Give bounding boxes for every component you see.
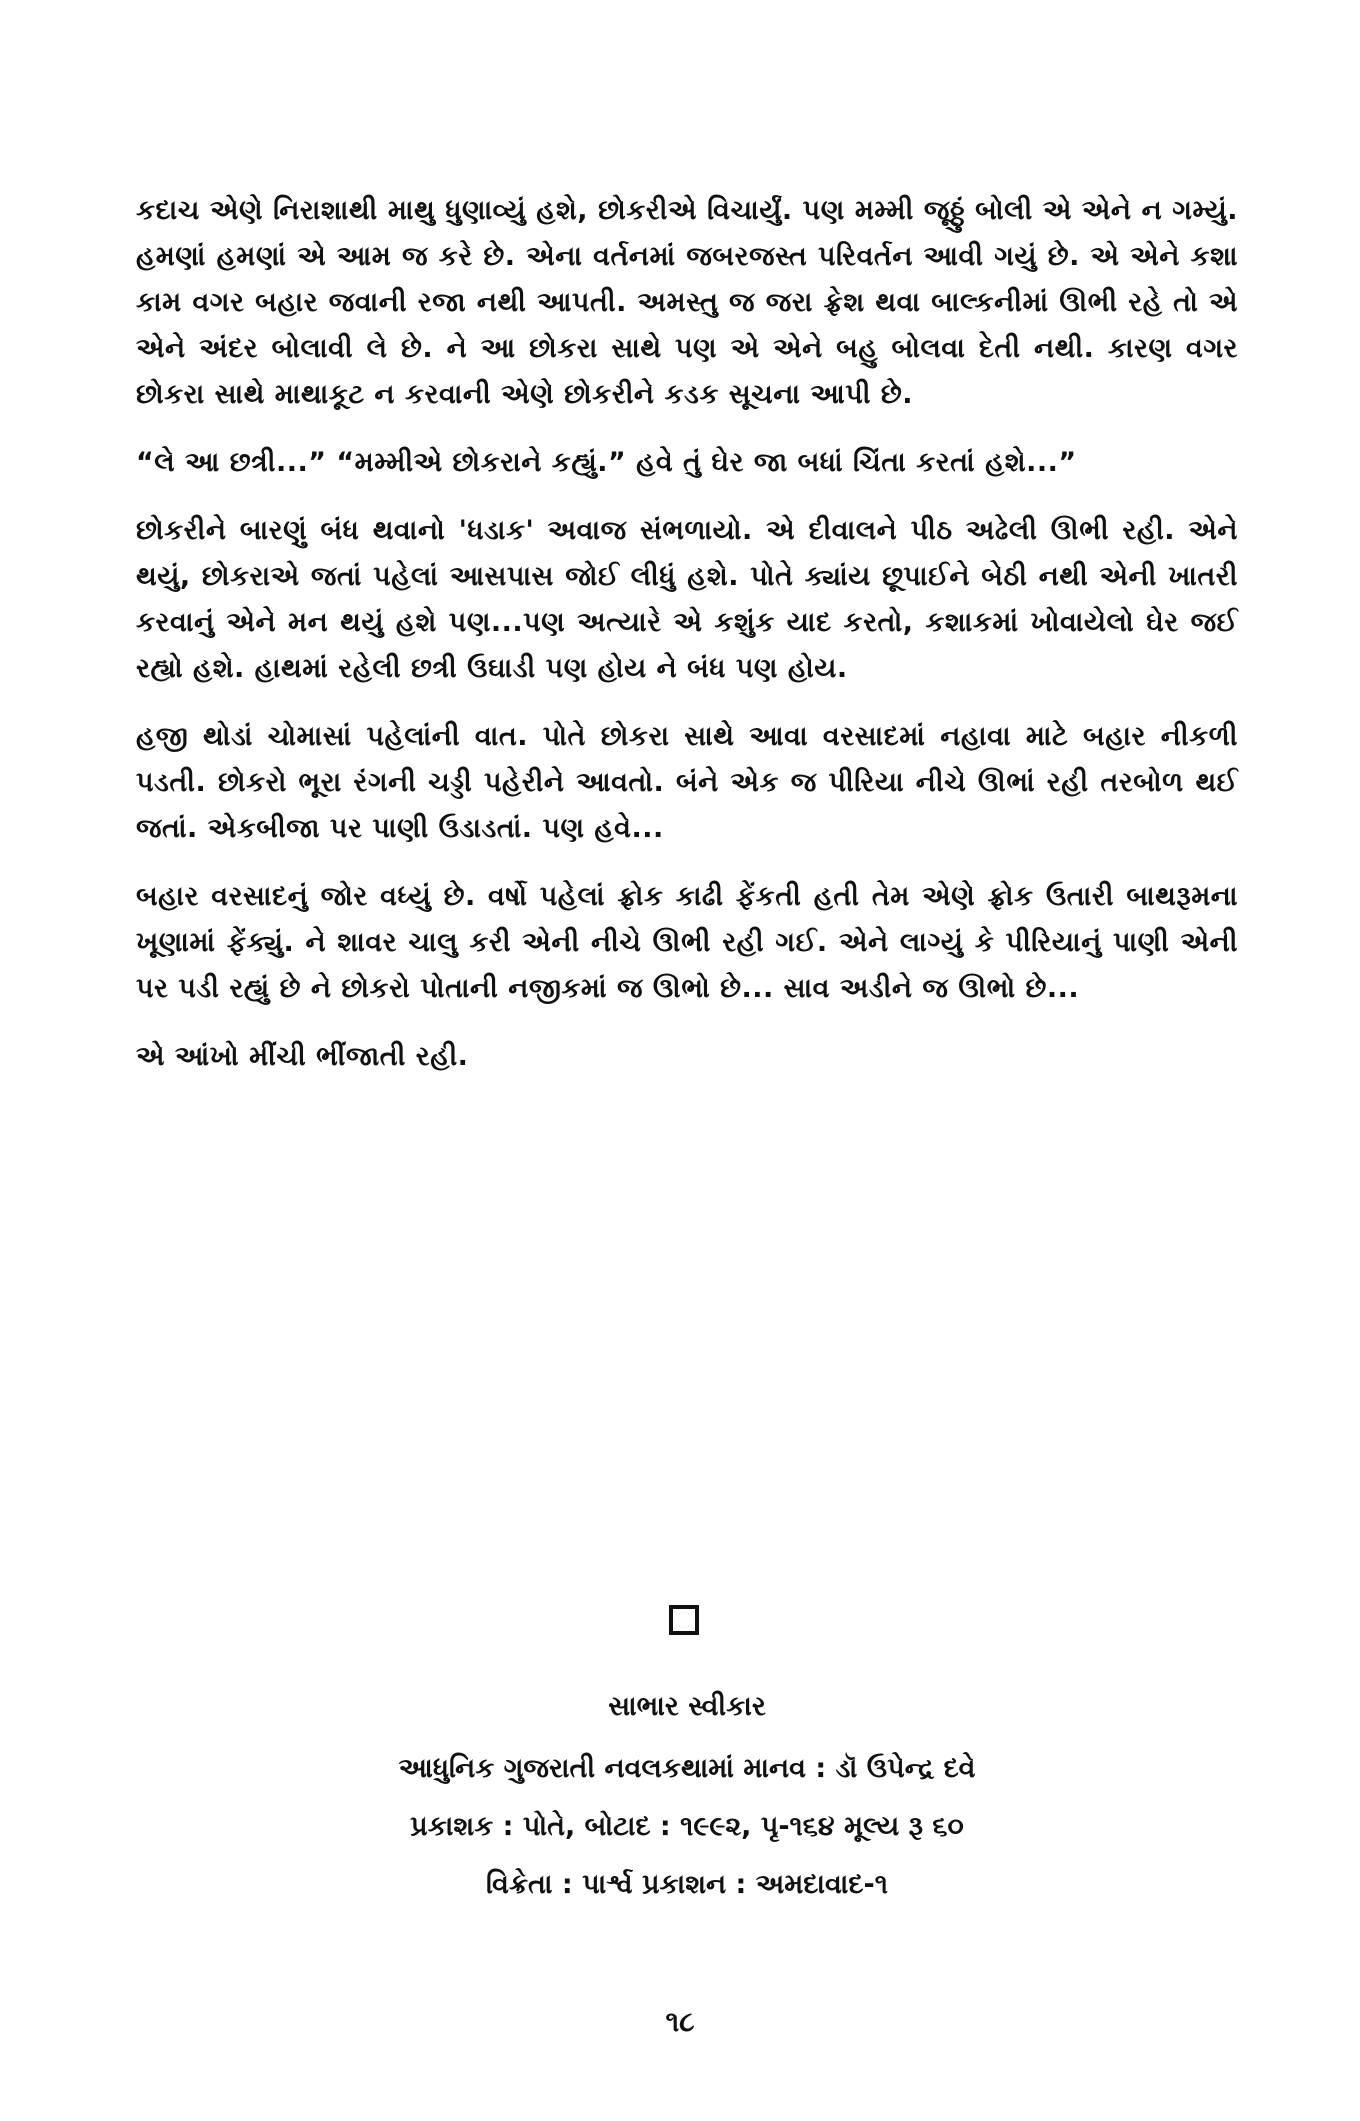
paragraph-1: કદાચ એણે નિરાશાથી માથુ ધુણાવ્યું હશે, છોકરીએ વિચાર્યું. પણ મમ્મી જૂઠ્ઠું બોલી એ એને ન ગમ્યું. હમણાં હમણાં એ આમ જ કરે છે. એના વર્તનમાં જબરજસ્ત પરિવર્તન આવી ગયું છે. એ એને કશા કામ વગર બહાર જવાની રજા નથી આપતી. અમસ્તુ જ જરા ફ્રેશ થવા બાલ્કનીમાં ઊભી રહે તો એ એને અંદર બોલાવી લે છે. ને આ છોકરા સાથે પણ એ એને બહુ બોલવા દેતી નથી. કારણ વગર છોકરા સાથે માથાકૂટ ન કરવાની એણે છોકરીને કડક સૂચના આપી છે. xyxy=(136,195,1238,410)
paragraph-5: બહાર વરસાદનું જોર વધ્યું છે. વર્ષો પહેલાં ફ્રોક કાઢી ફેંકતી હતી તેમ એણે ફ્રોક ઉતારી બાથરૂમના ખૂણામાં ફેંક્યું. ને શાવર ચાલુ કરી એની નીચે ઊભી રહી ગઈ. એને લાગ્યું કે પીરિયાનું પાણી એની પર પડી રહ્યું છે ને છોકરો પોતાની નજીકમાં જ ઊભો છે... સાવ અડીને જ ઊભો છે... xyxy=(136,881,1238,1004)
distributor-details: વિક્રેતા : પાર્શ્વ પ્રકાશન : અમદાવાદ-૧ xyxy=(486,1869,888,1900)
page-number: ૧૮ xyxy=(665,2005,695,2038)
paragraph-6: એ આંખો મીંચી ભીંજાતી રહી. xyxy=(136,1041,469,1072)
book-title-author: આધુનિક ગુજરાતી નવલકથામાં માનવ : ડૉ ઉપેન્દ્ર દવે xyxy=(398,1753,976,1784)
publisher-details: પ્રકાશક : પોતે, બોટાદ : ૧૯૯૨, પૃ-૧૬૪ મૂલ્ય રૂ ૬૦ xyxy=(410,1811,964,1842)
paragraph-4: હજી થોડાં ચોમાસાં પહેલાંની વાત. પોતે છોકરા સાથે આવા વરસાદમાં નહાવા માટે બહાર નીકળી પડતી. છોકરો ભૂરા રંગની ચડ્ડી પહેરીને આવતો. બંને એક જ પીરિયા નીચે ઊભાં રહી તરબોળ થઈ જતાં. એકબીજા પર પાણી ઉડાડતાં. પણ હવે... xyxy=(136,721,1238,844)
paragraph-3: છોકરીને બારણું બંધ થવાનો 'ધડાક' અવાજ સંભળાયો. એ દીવાલને પીઠ અઢેલી ઊભી રહી. એને થયું, છોકરાએ જતાં પહેલાં આસપાસ જોઈ લીધું હશે. પોતે ક્યાંય છૂપાઈને બેઠી નથી એની ખાતરી કરવાનું એને મન થયું હશે પણ...પણ અત્યારે એ કશુંક યાદ કરતો, કશાકમાં ખોવાયેલો ઘેર જઈ રહ્યો હશે. હાથમાં રહેલી છત્રી ઉઘાડી પણ હોય ને બંધ પણ હોય. xyxy=(136,515,1238,684)
end-of-story-square-icon xyxy=(669,1605,699,1635)
acknowledgement-section xyxy=(136,1685,1238,1921)
paragraph-2: “લે આ છત્રી...” “મમ્મીએ છોકરાને કહ્યું.” હવે તું ઘેર જા બધાં ચિંતા કરતાં હશે...” xyxy=(136,447,1077,478)
acknowledgement-title: સાભાર સ્વીકાર xyxy=(608,1691,766,1722)
story-body xyxy=(136,188,1238,1102)
